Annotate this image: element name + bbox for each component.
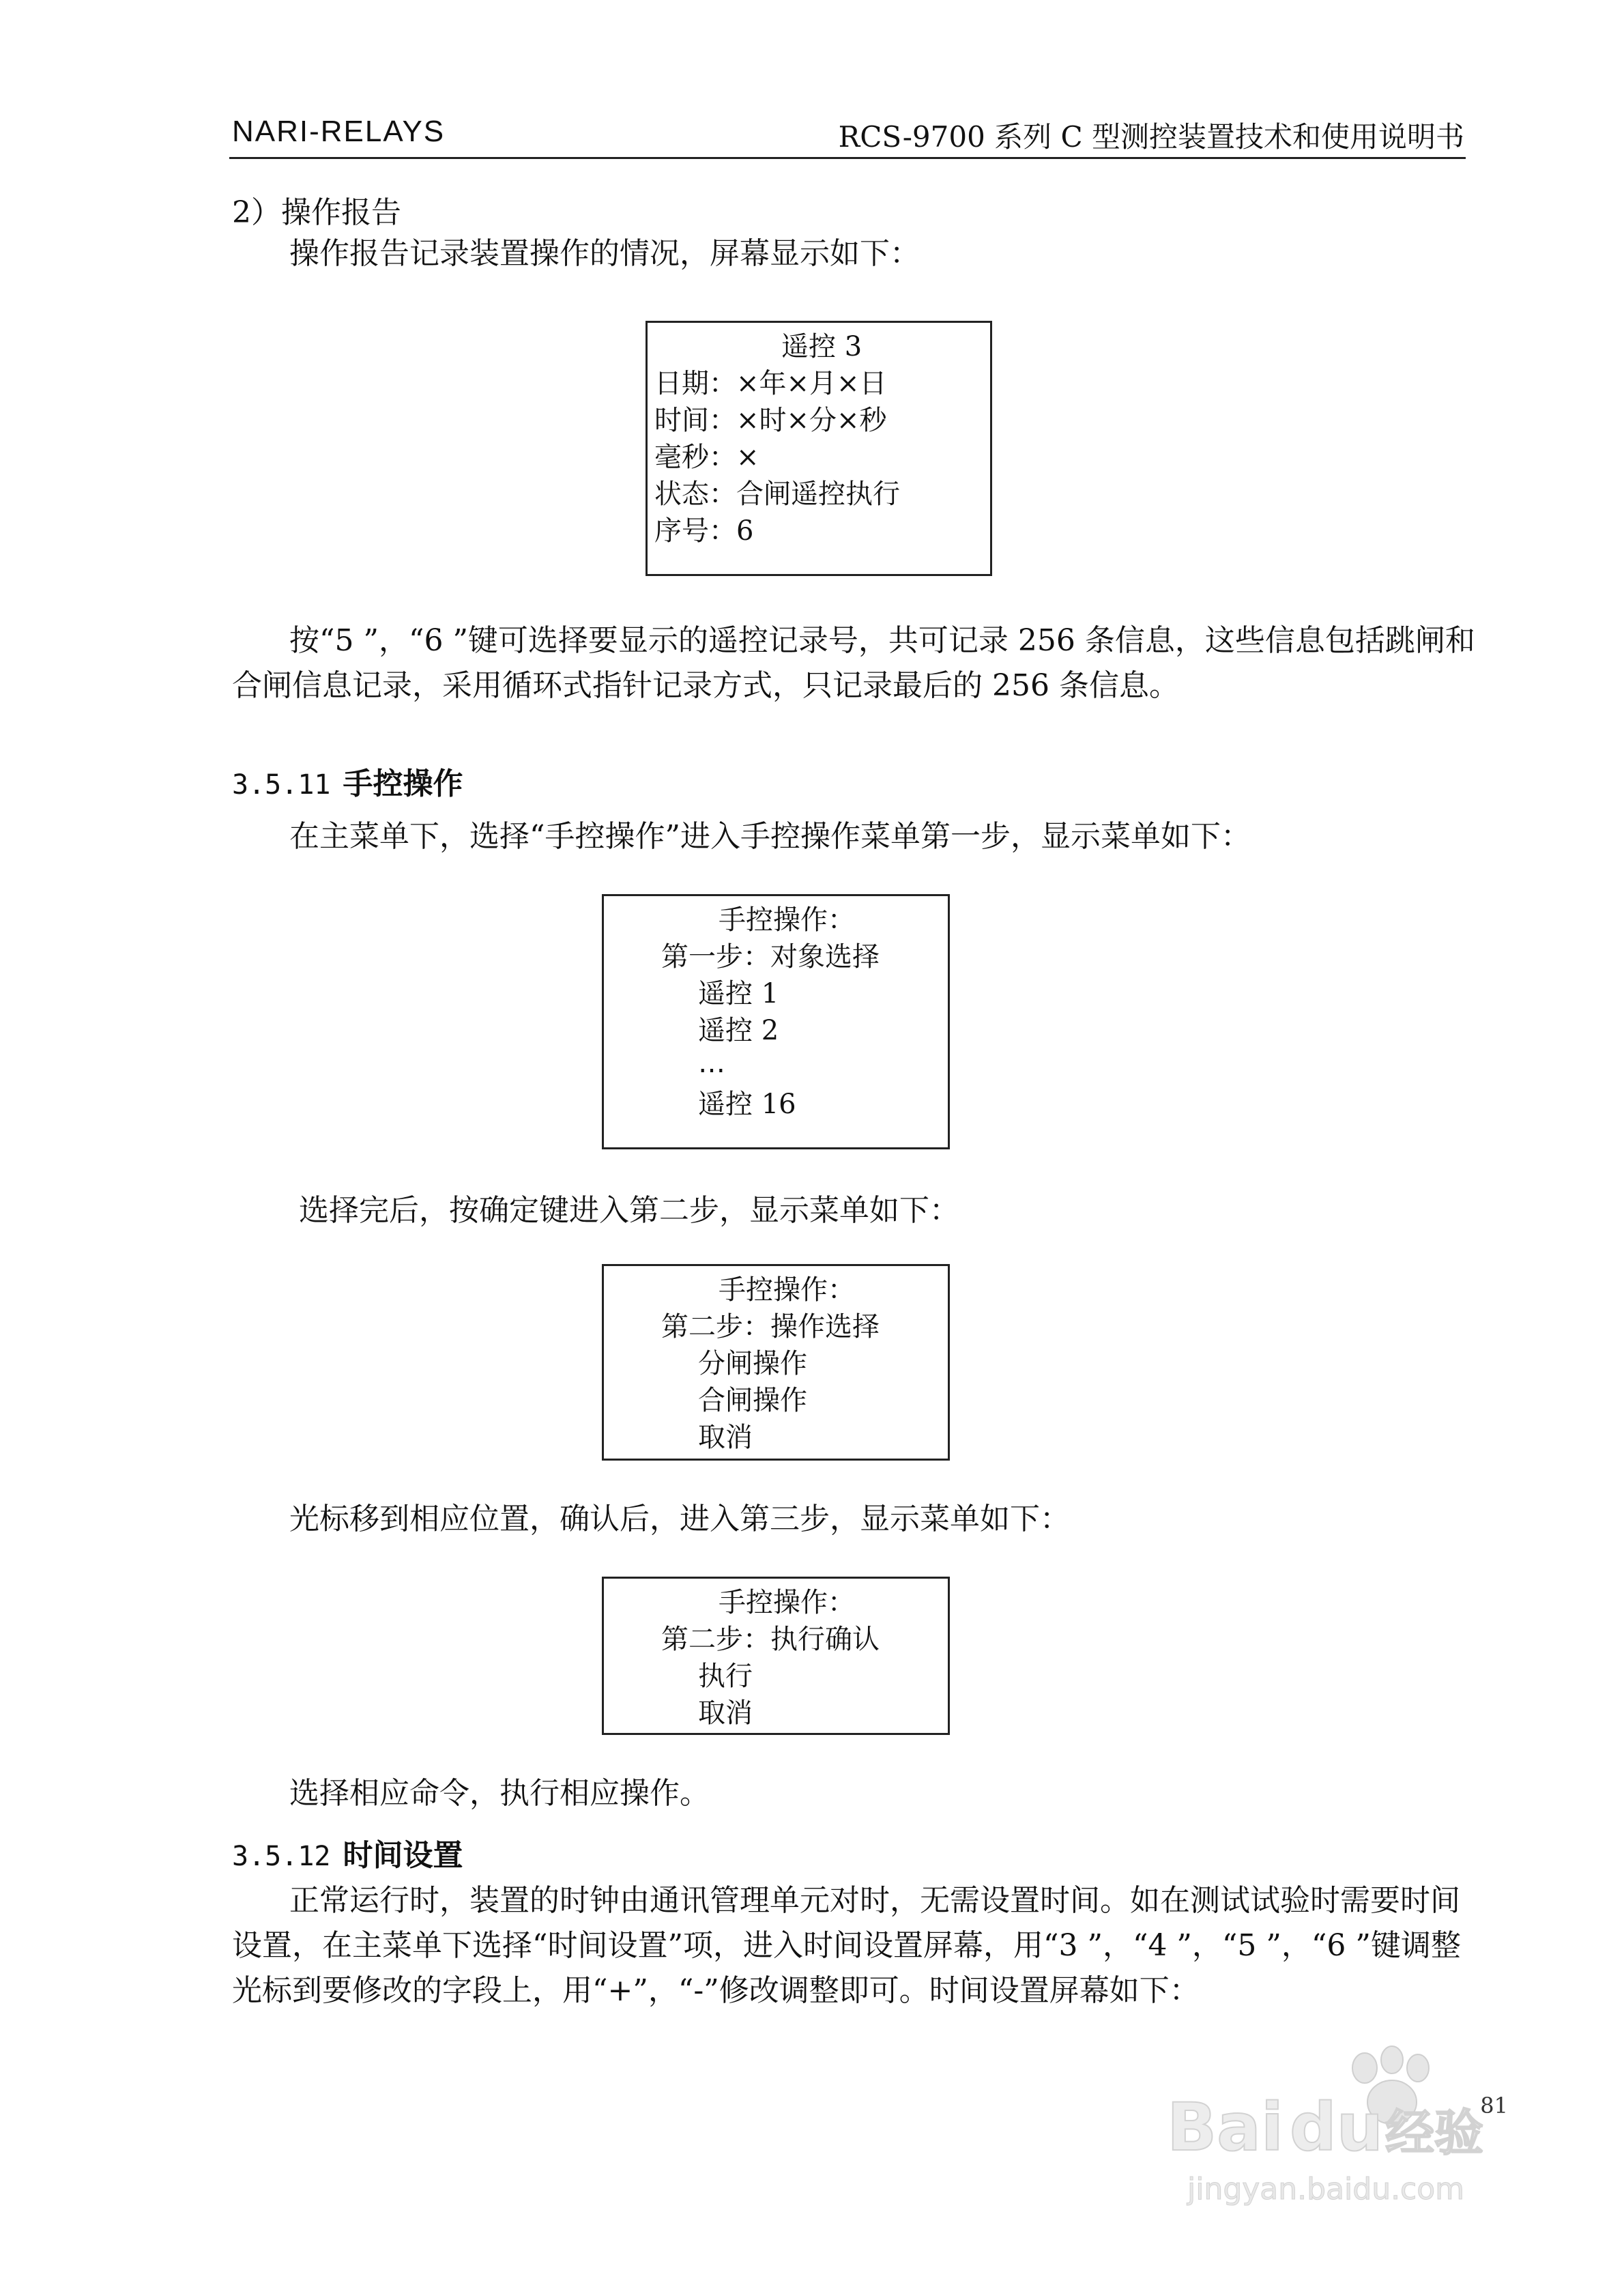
- menu-title: 手控操作：: [719, 1587, 855, 1618]
- menu-item: 分闸操作: [698, 1348, 807, 1379]
- menu-item: 遥控 2: [698, 1015, 779, 1046]
- page-number: 81: [1480, 2093, 1508, 2119]
- subsection-title: 2）操作报告: [232, 195, 401, 230]
- menu-item: 执行: [698, 1661, 753, 1692]
- menu-item: 合闸操作: [698, 1385, 807, 1416]
- baidu-watermark-logo: [1160, 2041, 1515, 2218]
- svg-text:du: du: [1290, 2089, 1384, 2166]
- report-description: 按“5 ”，“6 ”键可选择要显示的遥控记录号，共可记录 256 条信息，这些信息包括跳闸和合闸信息记录，采用循环式指针记录方式，只记录最后的 256 条信息。: [232, 623, 1475, 703]
- section-heading-3512: [232, 1831, 463, 1874]
- header-rule: [229, 157, 1466, 159]
- menu-step: 第二步：操作选择: [661, 1311, 880, 1343]
- svg-text:jingyan.baidu.com: jingyan.baidu.com: [1187, 2172, 1465, 2207]
- svg-text:Bai: Bai: [1167, 2089, 1284, 2166]
- section-title: 手控操作: [343, 766, 463, 801]
- menu-item: 遥控 16: [698, 1089, 796, 1120]
- menu-ellipsis: …: [698, 1048, 725, 1079]
- menu-item: 取消: [698, 1697, 753, 1729]
- screen-date: 日期：×年×月×日: [654, 368, 887, 399]
- after-step3-text: 选择相应命令，执行相应操作。: [289, 1776, 710, 1811]
- screen-time: 时间：×时×分×秒: [654, 405, 887, 436]
- screen-box-step3: [602, 1577, 950, 1735]
- menu-item: 取消: [698, 1422, 753, 1453]
- screen-seq: 序号：6: [654, 515, 754, 547]
- menu-step: 第一步：对象选择: [661, 941, 880, 973]
- menu-item: 遥控 1: [698, 978, 779, 1009]
- after-step1-text: 选择完后，按确定键进入第二步，显示菜单如下：: [299, 1193, 959, 1228]
- header-doc-title: RCS-9700 系列 C 型测控装置技术和使用说明书: [838, 120, 1464, 154]
- menu-step: 第二步：执行确认: [661, 1624, 880, 1655]
- screen-ms: 毫秒：×: [654, 442, 759, 473]
- section-number: 3.5.12: [232, 1841, 331, 1872]
- section-heading-3511: [232, 759, 463, 803]
- screen-state: 状态：合闸遥控执行: [654, 478, 900, 510]
- menu-title: 手控操作：: [719, 904, 855, 936]
- header-company: NARI-RELAYS: [232, 115, 446, 148]
- time-setting-paragraph: 正常运行时，装置的时钟由通讯管理单元对时，无需设置时间。如在测试试验时需要时间设置，在主菜单下选择“时间设置”项，进入时间设置屏幕，用“3 ”，“4 ”，“5 ”，“6 ”键调整光标到要修改的字段上，用“+”，“-”修改调整即可。时间设置屏幕如下：: [232, 1883, 1461, 2008]
- manual-op-intro: 在主菜单下，选择“手控操作”进入手控操作菜单第一步，显示菜单如下：: [289, 819, 1251, 854]
- menu-title: 手控操作：: [719, 1274, 855, 1306]
- svg-text:经验: 经验: [1385, 2104, 1484, 2162]
- intro-line: 操作报告记录装置操作的情况，屏幕显示如下：: [289, 236, 920, 271]
- screen-title: 遥控 3: [781, 331, 862, 362]
- screen-box-step1: [602, 894, 950, 1149]
- section-title: 时间设置: [343, 1838, 463, 1873]
- screen-box-step2: [602, 1264, 950, 1461]
- after-step2-text: 光标移到相应位置，确认后，进入第三步，显示菜单如下：: [289, 1502, 1070, 1536]
- section-number: 3.5.11: [232, 769, 331, 801]
- screen-box-report: [646, 321, 992, 576]
